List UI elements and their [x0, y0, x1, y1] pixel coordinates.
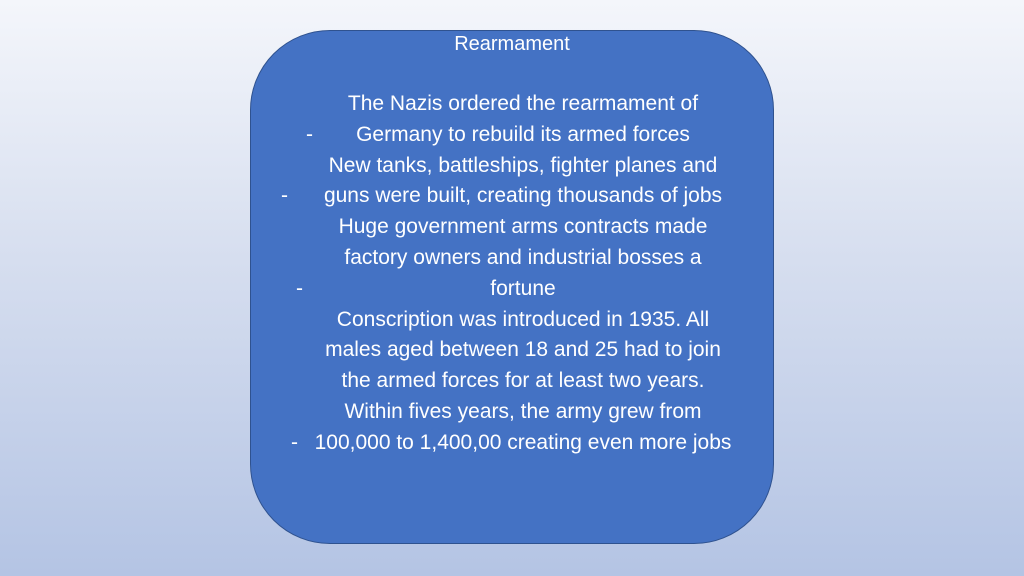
- bullet-dash: -: [306, 122, 313, 146]
- bullet-text: New tanks, battleships, fighter planes and guns were built, creating thousands of jobs: [323, 153, 723, 208]
- bullet-dash: -: [291, 430, 298, 454]
- bullet-text: Conscription was introduced in 1935. All males aged between 18 and 25 had to join the armed forces for at least two years. Within fives years, the army grew from 100,000 to 1,400,00 creating even more jobs: [314, 307, 732, 454]
- bullet-item: [251, 305, 773, 459]
- bullet-item: [251, 212, 773, 304]
- content-card: [250, 30, 774, 544]
- bullet-text: The Nazis ordered the rearmament of Germany to rebuild its armed forces: [347, 92, 699, 146]
- bullet-dash: -: [281, 184, 288, 208]
- bullet-list: [251, 89, 773, 459]
- bullet-item: [251, 151, 773, 213]
- bullet-text: Huge government arms contracts made factory owners and industrial bosses a fortune: [338, 215, 708, 300]
- bullet-dash: -: [296, 276, 303, 300]
- card-title: Rearmament: [454, 33, 570, 55]
- bullet-item: [251, 89, 773, 151]
